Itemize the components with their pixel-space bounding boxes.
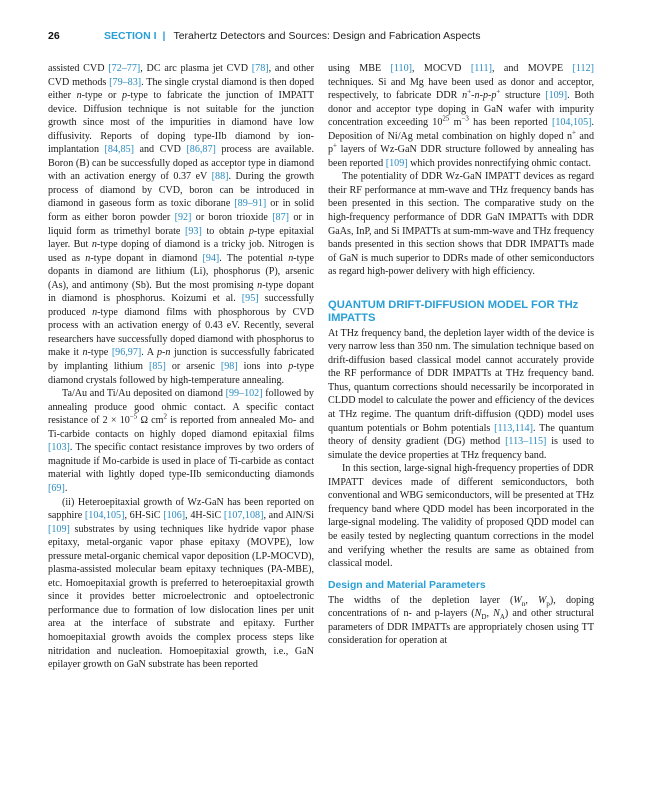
page-number: 26 (48, 30, 60, 42)
paragraph: The widths of the depletion layer ($W_n$, $W_p$), doping concentrations of n- and p-layers ($N_D$, $N_A$) and other structural parameters of DDR IMPATTs are appropriately chosen using TT consideration for operation at (328, 594, 595, 647)
citation-ref[interactable]: [85] (149, 361, 166, 373)
italic-term: p (288, 361, 294, 373)
italic-term: n (85, 252, 91, 264)
italic-term: n (288, 252, 294, 264)
paragraph: At THz frequency band, the depletion layer width of the device is very narrow less than 350 nm. The simulation technique based on drift-diffusion based classical model cannot accurately provide the RF performance of DDR IMPATTs at THz frequency band. Thus, quantum corrections should necessarily be incorporated in CLDD model to calculate the power and efficiency of the devices at THz regime. The quantum drift-diffusion (QDD) model uses quantum potentials or Bohm potentials [113,114]. The quantum theory of density gradient (DG) method [113–115] is used to simulate the device properties at THz frequency band. (328, 327, 594, 461)
paragraph: The potentiality of DDR Wz-GaN IMPATT devices as regard their RF performance at mm-wave and THz frequency bands has been presented in this section. The comparative study on the high-frequency performance of DDR GaN IMPATTs with DDR GaAs, InP, and Si IMPATTs at sum-mm-wave and THz frequency bands presented in this section shows that DDR IMPATTs made of GaN is much superior to DDRs made of other semiconductors as regard high-power delivery with high efficiency. (328, 171, 594, 278)
italic-term: p (482, 90, 488, 102)
italic-term: n (82, 347, 88, 359)
citation-ref[interactable]: [111] (470, 63, 492, 74)
subsection-heading: Design and Material Parameters (328, 579, 486, 591)
citation-ref[interactable]: [104,105] (84, 510, 125, 522)
citation-ref[interactable]: [106] (163, 510, 186, 522)
citation-ref[interactable]: [103] (48, 442, 70, 454)
italic-term: W (538, 594, 547, 606)
citation-ref[interactable]: [109] (385, 157, 408, 169)
italic-term: n (92, 306, 98, 318)
section-label: SECTION I (104, 30, 157, 42)
citation-ref[interactable]: [112] (572, 63, 594, 74)
superscript: −5 (129, 412, 138, 421)
citation-ref[interactable]: [107,108] (223, 510, 264, 522)
citation-ref[interactable]: [84,85] (104, 144, 134, 156)
italic-term: n (462, 90, 468, 102)
subscript: n (521, 599, 526, 608)
citation-ref[interactable]: [86,87] (186, 144, 216, 156)
citation-ref[interactable]: [113–115] (505, 436, 547, 448)
paragraph: using MBE [110], MOCVD [111], and MOVPE [112] techniques. Si and Mg have been used as donor and acceptor, respectively, to fabricate DDR n+-n-p-p+ structure [109]. Both donor and acceptor type doping in GaN wafer with impurity concentration exceeding $10^{25}$ $m^{-3}$ has been reported [104,105]. Deposition of Ni/Ag metal combination on highly doped n+ and p+ layers of Wz-GaN DDR structure followed by annealing has been reported [109] which provides nonrectifying ohmic contact. (328, 63, 595, 169)
citation-ref[interactable]: [88] (211, 171, 229, 183)
page-header (48, 30, 600, 48)
citation-ref[interactable]: [92] (174, 212, 192, 224)
italic-term: n (257, 279, 263, 291)
left-column (48, 62, 314, 672)
superscript: + (467, 87, 472, 96)
right-column (328, 62, 594, 648)
subscript: p (546, 599, 550, 608)
citation-ref[interactable]: [93] (185, 225, 202, 237)
citation-ref[interactable]: [79–83] (109, 76, 142, 88)
paragraph: Ta/Au and Ti/Au deposited on diamond [99–102] followed by annealing produce good ohmic contact. A specific contact resistance of $2 \times 10^{-5}$ Ω $cm^2$ is reported from annealed Mo- and Ti-carbide contacts on highly doped diamond epitaxial films [103]. The specific contact resistance improves by two orders of magnitude if Mo-carbide is used in place of Ti-carbide as contact material with lightly doped type-IIb semiconducting diamonds [69]. (48, 388, 314, 494)
running-title: Terahertz Detectors and Sources: Design and Fabrication Aspects (173, 30, 481, 42)
italic-term: n (165, 347, 171, 359)
italic-term: n (91, 239, 97, 251)
citation-ref[interactable]: [95] (241, 293, 259, 305)
citation-ref[interactable]: [98] (220, 361, 238, 373)
citation-ref[interactable]: [104,105] (551, 117, 592, 129)
italic-term: W (513, 594, 522, 606)
citation-ref[interactable]: [72–77] (108, 63, 141, 74)
citation-ref[interactable]: [113,114] (494, 422, 533, 434)
section-heading: QUANTUM DRIFT-DIFFUSION MODEL FOR THz IMPATTS (328, 298, 579, 324)
italic-term: p (491, 90, 497, 102)
citation-ref[interactable]: [69] (48, 482, 65, 494)
citation-ref[interactable]: [87] (272, 212, 290, 224)
citation-ref[interactable]: [109] (48, 523, 70, 535)
paragraph: assisted CVD [72–77], DC arc plasma jet CVD [78], and other CVD methods [79–83]. The single crystal diamond is then doped either n-type or p-type to fabricate the junction of IMPATT device. Diffusion technique is not suitable for the junction growth since most of the impurities in diamond have low diffusivity. Reports of doping type-IIb diamond by ion-implantation [84,85] and CVD [86,87] process are available. Boron (B) can be successfully doped as acceptor type in diamond with an activation energy of 0.37 eV [88]. During the growth process of diamond by CVD, boron can be introduced in diamond in gaseous form as toxic diborane [89–91] or in solid form as either boron powder [92] or boron trioxide [87] or in liquid form as trimethyl borate [93] to obtain p-type epitaxial layer. But n-type doping of diamond is a tricky job. Nitrogen is used as n-type dopant in diamond [94]. The potential n-type dopants in diamond are lithium (Li), phosphorus (P), arsenic (As), and antimony (Sb). But the most promising n-type dopant in diamond is phosphorus. Koizumi et al. [95] successfully produced n-type diamond films with phosphorous by CVD process with an activation energy of 0.43 eV. Recently, several researchers have successfully doped diamond with phosphorus to make it n-type [96,97]. A p-n junction is successfully fabricated by implanting lithium [85] or arsenic [98] ions into p-type diamond crystals followed by high-temperature annealing. (48, 63, 315, 386)
citation-ref[interactable]: [96,97] (111, 347, 142, 359)
paragraph: In this section, large-signal high-frequency properties of DDR IMPATT devices made of different semiconductors, both conventional and WBG semiconductors, will be presented at THz frequency band where QDD model has been incorporated in the large-signal modeling. The validity of proposed QDD model can be easily tested by neglecting quantum corrections in the model and verifying whether the results are same as obtained from classical model. (328, 463, 594, 570)
italic-term: N (493, 608, 500, 620)
italic-term: n (474, 90, 480, 102)
subscript: D (481, 613, 487, 622)
citation-ref[interactable]: [78] (251, 63, 269, 74)
italic-term: p (122, 90, 128, 102)
citation-ref[interactable]: [110] (390, 63, 412, 74)
italic-term: n (76, 90, 82, 102)
italic-term: p (156, 347, 163, 359)
section-separator: | (162, 30, 166, 42)
subscript: A (499, 613, 505, 622)
citation-ref[interactable]: [109] (545, 90, 568, 102)
citation-ref[interactable]: [94] (202, 252, 220, 264)
italic-term: p (248, 225, 254, 237)
paragraph: (ii) Heteroepitaxial growth of Wz-GaN has been reported on sapphire [104,105], 6H-SiC [106], 4H-SiC [107,108], and AlN/Si [109] substrates by using techniques like hydride vapor phase epitaxy, metal-organic vapor phase epitaxy (MOVPE), low pressure metal-organic chemical vapor deposition (LP-MOCVD), plasma-assisted molecular beam epitaxy techniques (PA-MBE), etc. Homoepitaxial growth is preferred to heteroepitaxial growth since it provides better microelectronic and optoelectronic performance due to formation of low dislocation lines per unit area at the interface of substrate and epitaxy. Further homoepitaxial growth avoids the complex process steps like nitridation and nucleation. Homoepitaxial growth, i.e., GaN epilayer growth on GaN substrate has been reported (48, 496, 315, 671)
superscript: + (496, 87, 501, 96)
superscript: −3 (461, 114, 469, 123)
superscript: + (572, 128, 576, 137)
citation-ref[interactable]: [89–91] (234, 198, 267, 210)
superscript: 25 (442, 114, 450, 123)
italic-term: N (474, 608, 482, 620)
superscript: + (333, 141, 337, 150)
superscript: 2 (163, 412, 168, 421)
citation-ref[interactable]: [99–102] (225, 388, 263, 400)
